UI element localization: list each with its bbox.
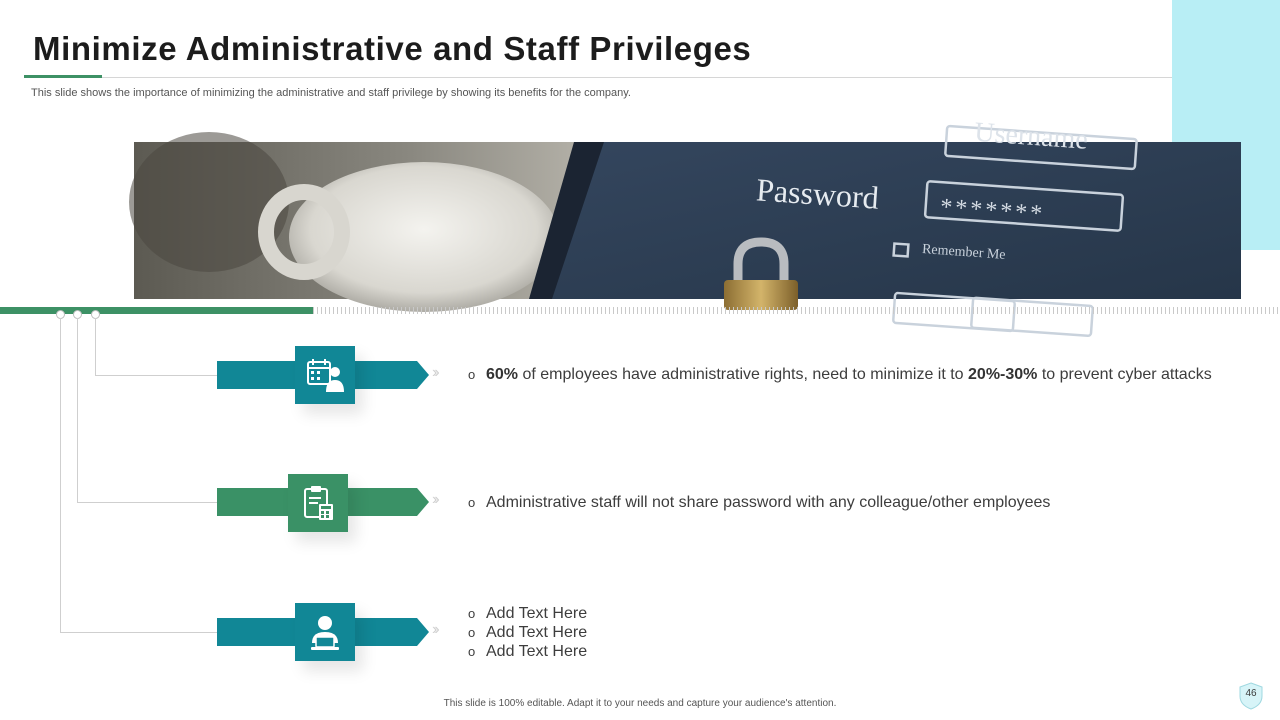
section-progress-bar [0,307,1280,315]
connector-line-3-horizontal [60,632,217,633]
slide-title: Minimize Administrative and Staff Privileges [33,30,752,67]
point-1-text [468,366,1212,384]
connector-line-1-horizontal [95,375,217,376]
placeholder-text: Add Text Here [486,605,588,622]
placeholder-text: Add Text Here [486,643,588,660]
hero-password-mask: ******* [939,194,1046,228]
hero-username-text: Username [973,116,1089,156]
point-1-text-end: to prevent cyber attacks [1037,366,1212,383]
calendar-user-icon [305,356,345,394]
placeholder-text: Add Text Here [486,624,588,641]
hero-image [134,116,1241,299]
icon-tile-2 [288,474,348,532]
bullet: o [468,495,476,510]
bullet: o [468,367,476,382]
clipboard-calculator-icon [298,484,338,522]
connector-line-3-vertical [60,318,61,632]
point-3-line-2 [468,623,587,642]
hero-remember-text: Remember Me [921,242,1006,263]
chevron-double-icon: ›› [432,491,437,508]
chevron-double-icon: ›› [432,364,437,381]
ribbon-tip [417,488,429,516]
title-divider [24,77,1172,78]
point-1-highlight-b: 20%-30% [968,366,1038,383]
point-3-line-3 [468,642,587,661]
connector-line-1-vertical [95,318,96,375]
point-1-highlight-a: 60% [486,366,519,383]
bullet: o [468,606,476,621]
chevron-double-icon: ›› [432,621,437,638]
bullet: o [468,644,476,659]
page-number-badge [1238,682,1264,710]
point-3-text [468,604,587,661]
page-number: 46 [1245,688,1257,699]
connector-line-2-vertical [77,318,78,502]
bullet: o [468,625,476,640]
point-2-text [468,494,1050,512]
point-3-line-1 [468,604,587,623]
progress-track [313,307,1280,314]
ribbon-tip [417,618,429,646]
point-2-line: Administrative staff will not share password with any colleague/other employees [486,494,1051,511]
user-laptop-icon [305,613,345,651]
hero-password-text: Password [755,171,881,216]
icon-tile-3 [295,603,355,661]
connector-line-2-horizontal [77,502,217,503]
icon-tile-1 [295,346,355,404]
slide-subtitle: This slide shows the importance of minimizing the administrative and staff privilege by showing its benefits for the company. [31,87,631,99]
point-1-text-mid: of employees have administrative rights, need to minimize it to [518,366,969,383]
ribbon-tip [417,361,429,389]
slide-footer: This slide is 100% editable. Adapt it to your needs and capture your audience's attention. [443,698,837,709]
title-accent-bar [24,75,102,78]
progress-fill [0,307,313,314]
